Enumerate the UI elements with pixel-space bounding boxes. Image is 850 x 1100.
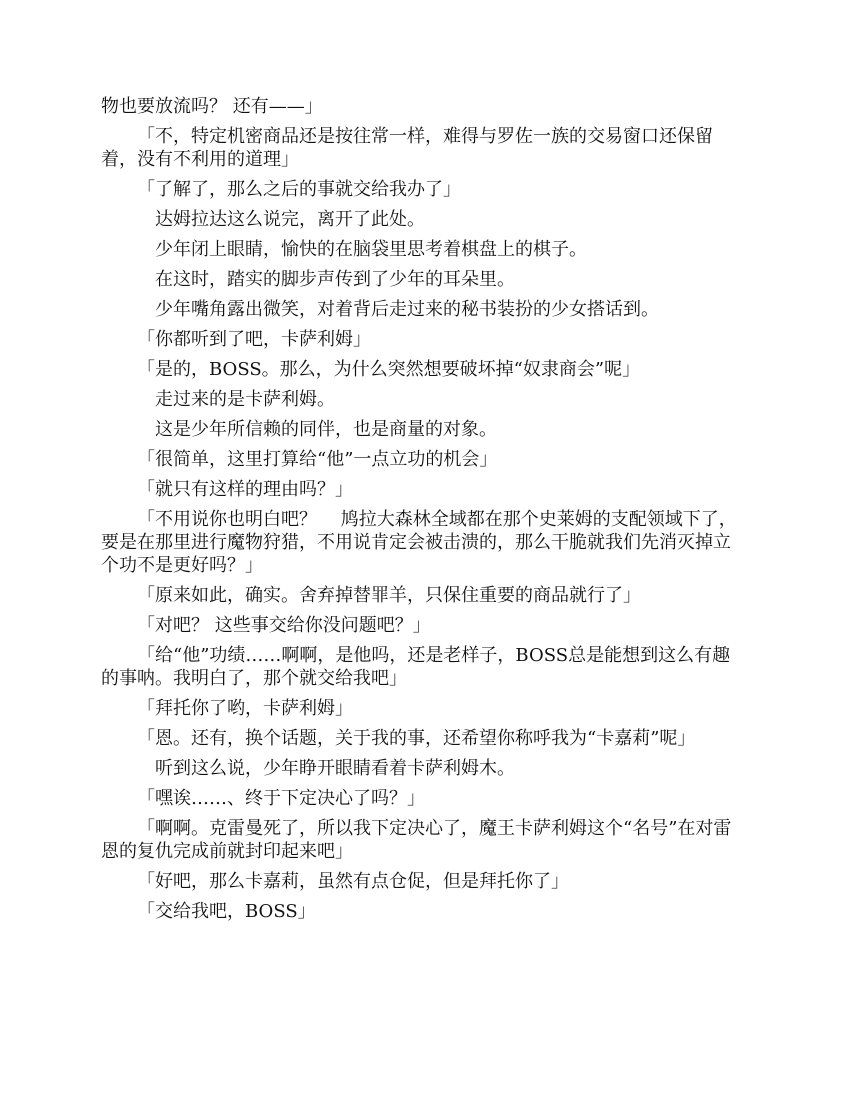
paragraph: 达姆拉达这么说完，离开了此处。 xyxy=(155,209,425,230)
paragraph: 「原来如此，确实。舍弃掉替罪羊，只保住重要的商品就行了」 xyxy=(137,585,641,606)
paragraph: 「是的，BOSS。那么，为什么突然想要破坏掉“奴隶商会”呢」 xyxy=(137,359,641,380)
document-page xyxy=(101,95,746,930)
paragraph: 「嘿诶……、终于下定决心了吗？」 xyxy=(137,788,425,809)
paragraph: 这是少年所信赖的同伴，也是商量的对象。 xyxy=(155,419,497,440)
paragraph: 「不用说你也明白吧？ 鸠拉大森林全域都在那个史莱姆的支配领域下了，要是在那里进行魔物狩猎，不用说肯定会被击溃的，那么干脆就我们先消灭掉立个功不是更好吗？」 xyxy=(101,509,737,576)
paragraph: 「好吧，那么卡嘉莉，虽然有点仓促，但是拜托你了」 xyxy=(137,871,569,892)
paragraph: 在这时，踏实的脚步声传到了少年的耳朵里。 xyxy=(155,269,515,290)
paragraph: 「很简单，这里打算给“他”一点立功的机会」 xyxy=(137,449,498,470)
paragraph: 「就只有这样的理由吗？」 xyxy=(137,479,353,500)
paragraph: 「交给我吧，BOSS」 xyxy=(137,901,316,922)
paragraph: 少年闭上眼睛，愉快的在脑袋里思考着棋盘上的棋子。 xyxy=(155,239,587,260)
paragraph: 少年嘴角露出微笑，对着背后走过来的秘书装扮的少女搭话到。 xyxy=(155,299,659,320)
paragraph: 「拜托你了哟，卡萨利姆」 xyxy=(137,698,353,719)
paragraph: 听到这么说，少年睁开眼睛看着卡萨利姆木。 xyxy=(155,758,515,779)
paragraph: 「你都听到了吧，卡萨利姆」 xyxy=(137,329,371,350)
paragraph: 走过来的是卡萨利姆。 xyxy=(155,389,335,410)
paragraph: 「对吧？ 这些事交给你没问题吧？」 xyxy=(137,615,431,636)
paragraph: 「啊啊。克雷曼死了，所以我下定决心了，魔王卡萨利姆这个“名号”在对雷恩的复仇完成前就封印起来吧」 xyxy=(101,818,732,862)
paragraph: 「了解了，那么之后的事就交给我办了」 xyxy=(137,179,461,200)
paragraph: 物也要放流吗？ 还有——」 xyxy=(101,96,323,117)
paragraph: 「恩。还有，换个话题，关于我的事，还希望你称呼我为“卡嘉莉”呢」 xyxy=(137,728,696,749)
paragraph: 「不，特定机密商品还是按往常一样，难得与罗佐一族的交易窗口还保留着，没有不利用的道理」 xyxy=(101,126,713,170)
paragraph: 「给“他”功绩……啊啊，是他吗，还是老样子，BOSS总是能想到这么有趣的事呐。我明白了，那个就交给我吧」 xyxy=(101,645,731,689)
